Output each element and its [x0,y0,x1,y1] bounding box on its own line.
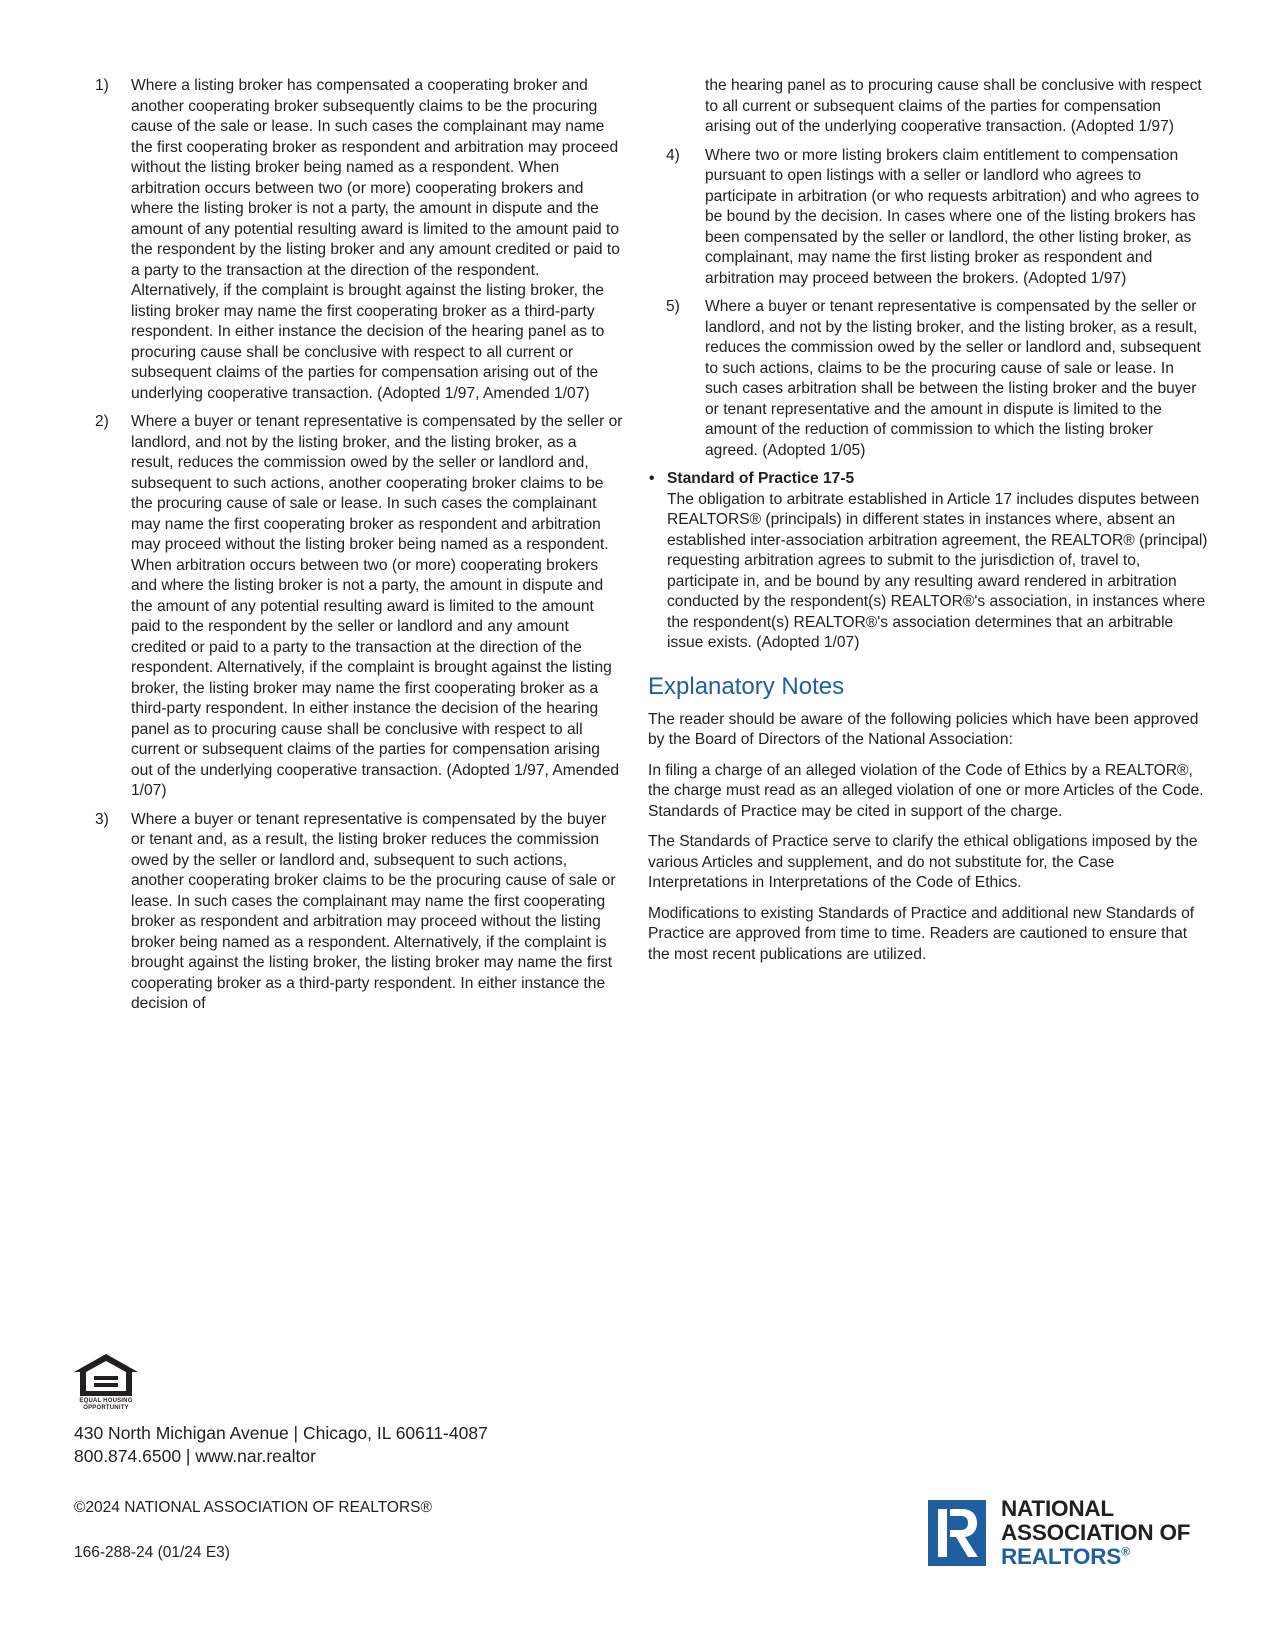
standard-title: Standard of Practice 17-5 [667,470,855,487]
list-item-text: Where a listing broker has compensated a cooperating broker and another cooperating broker subsequently claims to be the procuring cause of the sale or lease. In such cases the complainant may name the first cooperating broker as respondent and arbitration may proceed without the listing broker being named as a respondent. When arbitration occurs between two (or more) cooperating brokers and where the listing broker is not a party, the amount in dispute and the amount of any potential resulting award is limited to the amount paid to the respondent by the listing broker and any amount credited or paid to a party to the transaction at the direction of the respondent. Alternatively, if the complaint is brought against the listing broker, the listing broker may name the first cooperating broker as a third-party respondent. In either instance the decision of the hearing panel as to procuring cause shall be conclusive with respect to all current or subsequent claims of the parties for compensation arising out of the underlying cooperative transaction. (Adopted 1/97, Amended 1/07) [131,77,620,402]
list-item [93,412,623,802]
nar-logo-wordmark [1001,1497,1190,1569]
standard-text: The obligation to arbitrate established in Article 17 includes disputes between REALTORS® (principals) in different states in instances where, absent an established inter-association arbitration agreement, the REALTOR® (principal) requesting arbitration agrees to submit to the jurisdiction of, travel to, participate in, and be bound by any resulting award rendered in arbitration conducted by the respondent(s) REALTOR®'s association, in instances where the respondent(s) REALTOR®'s association determines that an arbitrable issue exists. (Adopted 1/07) [667,490,1208,651]
list-item-number: 3) [95,810,109,828]
logo-line: NATIONAL [1001,1496,1114,1521]
standard-of-practice [648,469,1208,654]
notes-paragraph: Modifications to existing Standards of Practice and additional new Standards of Practice are approved from time to time. Readers are cautioned to ensure that the most recent publications are utilized. [648,904,1195,963]
list-item [648,146,1208,290]
right-column [648,76,1208,975]
logo-line-realtors [1001,1545,1190,1569]
list-item-text: Where a buyer or tenant representative is compensated by the buyer or tenant and, as a result, the listing broker reduces the commission owed by the seller or landlord and, subsequent to such actions, another cooperating broker claims to be the procuring cause of sale or lease. In such cases the complainant may name the first cooperating broker as respondent and arbitration may proceed without the listing broker being named as a respondent. Alternatively, if the complaint is brought against the listing broker, the listing broker may name the first cooperating broker as a third-party respondent. In either instance the decision of [131,810,616,1012]
notes-paragraph: The reader should be aware of the following policies which have been approved by the Board of Directors of the National Association: [648,710,1199,748]
notes-paragraph: The Standards of Practice serve to clarify the ethical obligations imposed by the various Articles and supplement, and do not substitute for, the Case Interpretations in Interpretations of the Code of Ethics. [648,833,1198,891]
publication-code: 166-288-24 (01/24 E3) [74,1544,230,1561]
list-item [93,76,623,404]
phone-web-line: 800.874.6500 | www.nar.realtor [74,1446,316,1466]
copyright: ©2024 NATIONAL ASSOCIATION OF REALTORS® [74,1499,432,1516]
logo-registered-mark: ® [1121,1544,1130,1559]
eho-caption-line: OPPORTUNITY [83,1405,129,1411]
left-column [93,76,623,1023]
list-item-continuation: the hearing panel as to procuring cause shall be conclusive with respect to all current or subsequent claims of the parties for compensation arising out of the underlying cooperative transaction. (Adopted 1/97) [705,77,1202,135]
list-item-text: Where two or more listing brokers claim entitlement to compensation pursuant to open listings with a seller or landlord who agrees to participate in arbitration (or who requests arbitration) and who agrees to be bound by the decision. In cases where one of the listing brokers has been compensated by the seller or landlord, the other listing broker, as complainant, may name the first listing broker as respondent and arbitration may proceed between the brokers. (Adopted 1/97) [705,146,1200,287]
notes-paragraph: In filing a charge of an alleged violation of the Code of Ethics by a REALTOR®, the charge must read as an alleged violation of one or more Articles of the Code. Standards of Practice may be cited in support of the charge. [648,761,1204,820]
logo-line: ASSOCIATION OF [1001,1520,1191,1545]
bullet-icon: • [649,470,655,487]
list-item-number: 5) [666,298,680,315]
explanatory-notes-heading: Explanatory Notes [648,672,845,700]
list-item-number: 4) [666,146,680,164]
equal-housing-caption [72,1398,140,1412]
eho-caption-line: EQUAL HOUSING [79,1398,133,1404]
list-item-text: Where a buyer or tenant representative is compensated by the seller or landlord, and not by the listing broker, and the listing broker, as a result, reduces the commission owed by the seller or landlord and, subsequent to such actions, another cooperating broker claims to be the procuring cause of sale or lease. In such cases the complainant may name the first cooperating broker as respondent and arbitration may proceed without the listing broker being named as a respondent. When arbitration occurs between two (or more) cooperating brokers and where the listing broker is not a party, the amount in dispute and the amount of any potential resulting award is limited to the amount paid to the respondent by the seller or landlord and any amount credited or paid to a party to the transaction at the direction of the respondent. Alternatively, if the complaint is brought against the listing broker, the listing broker may name the first cooperating broker as a third-party respondent. In either instance the decision of the hearing panel as to procuring cause shall be conclusive with respect to all current or subsequent claims of the parties for compensation arising out of the underlying cooperative transaction. (Adopted 1/97, Amended 1/07) [131,413,623,799]
address-line: 430 North Michigan Avenue | Chicago, IL 60611-4087 [74,1423,488,1443]
list-item-number: 2) [95,413,109,430]
logo-realtors-word: REALTORS [1001,1544,1122,1569]
list-item [648,297,1208,461]
list-item [93,810,623,1015]
list-item-text: Where a buyer or tenant representative is compensated by the seller or landlord, and not by the listing broker, and the listing broker, as a result, reduces the commission owed by the seller or landlord and, subsequent to such actions, claims to be the procuring cause of sale or lease. In such cases arbitration shall be between the listing broker and the buyer or tenant representative and the amount in dispute is limited to the amount of the reduction of commission to which the listing broker agreed. (Adopted 1/05) [705,298,1201,459]
address-block [74,1422,488,1468]
realtor-r-logo-icon [928,1500,986,1566]
list-item-number: 1) [95,77,109,94]
